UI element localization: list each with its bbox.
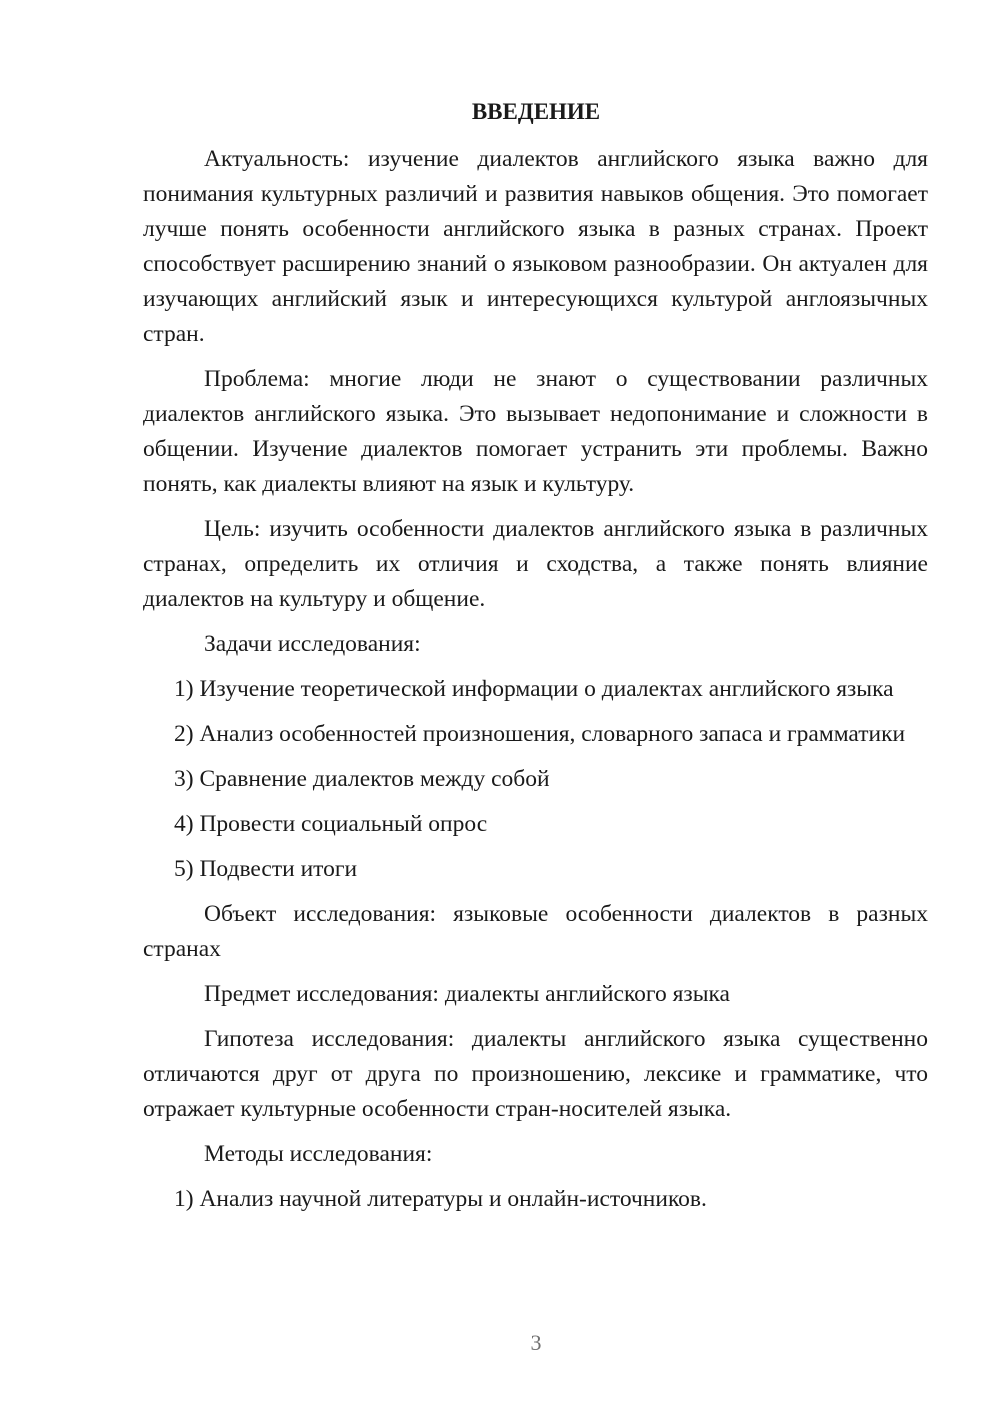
task-item-5: 5) Подвести итоги [174, 856, 358, 882]
task-item-2: 2) Анализ особенностей произношения, словарного запаса и грамматики [174, 721, 906, 747]
paragraph-hypothesis: Гипотеза исследования: диалекты английского языка существенно отличаются друг от друга по произношению, лексике и грамматике, что отражает культурные особенности стран-носителей языка. [143, 1026, 928, 1122]
task-item-3: 3) Сравнение диалектов между собой [174, 766, 550, 792]
method-item-1: 1) Анализ научной литературы и онлайн-источников. [174, 1186, 707, 1212]
page-number: 3 [530, 1330, 542, 1355]
paragraph-subject: Предмет исследования: диалекты английского языка [204, 981, 730, 1007]
paragraph-goal: Цель: изучить особенности диалектов английского языка в различных странах, определить их отличия и сходства, а также понять влияние диалектов на культуру и общение. [143, 516, 928, 612]
methods-heading: Методы исследования: [204, 1141, 433, 1167]
task-item-1: 1) Изучение теоретической информации о диалектах английского языка [174, 676, 894, 702]
tasks-heading: Задачи исследования: [204, 631, 421, 657]
paragraph-object: Объект исследования: языковые особенности диалектов в разных странах [143, 901, 928, 962]
paragraph-relevance: Актуальность: изучение диалектов английского языка важно для понимания культурных различий и развития навыков общения. Это помогает лучше понять особенности английского языка в разных странах. Проект способствует расширению знаний о языковом разнообразии. Он актуален для изучающих английский язык и интересующихся культурой англоязычных стран. [143, 146, 928, 347]
page-title: ВВЕДЕНИЕ [471, 99, 601, 124]
task-item-4: 4) Провести социальный опрос [174, 811, 488, 837]
body-text [143, 142, 928, 1217]
paragraph-problem: Проблема: многие люди не знают о существовании различных диалектов английского языка. Это вызывает недопонимание и сложности в общении. Изучение диалектов помогает устранить эти проблемы. Важно понять, как диалекты влияют на язык и культуру. [143, 366, 928, 497]
